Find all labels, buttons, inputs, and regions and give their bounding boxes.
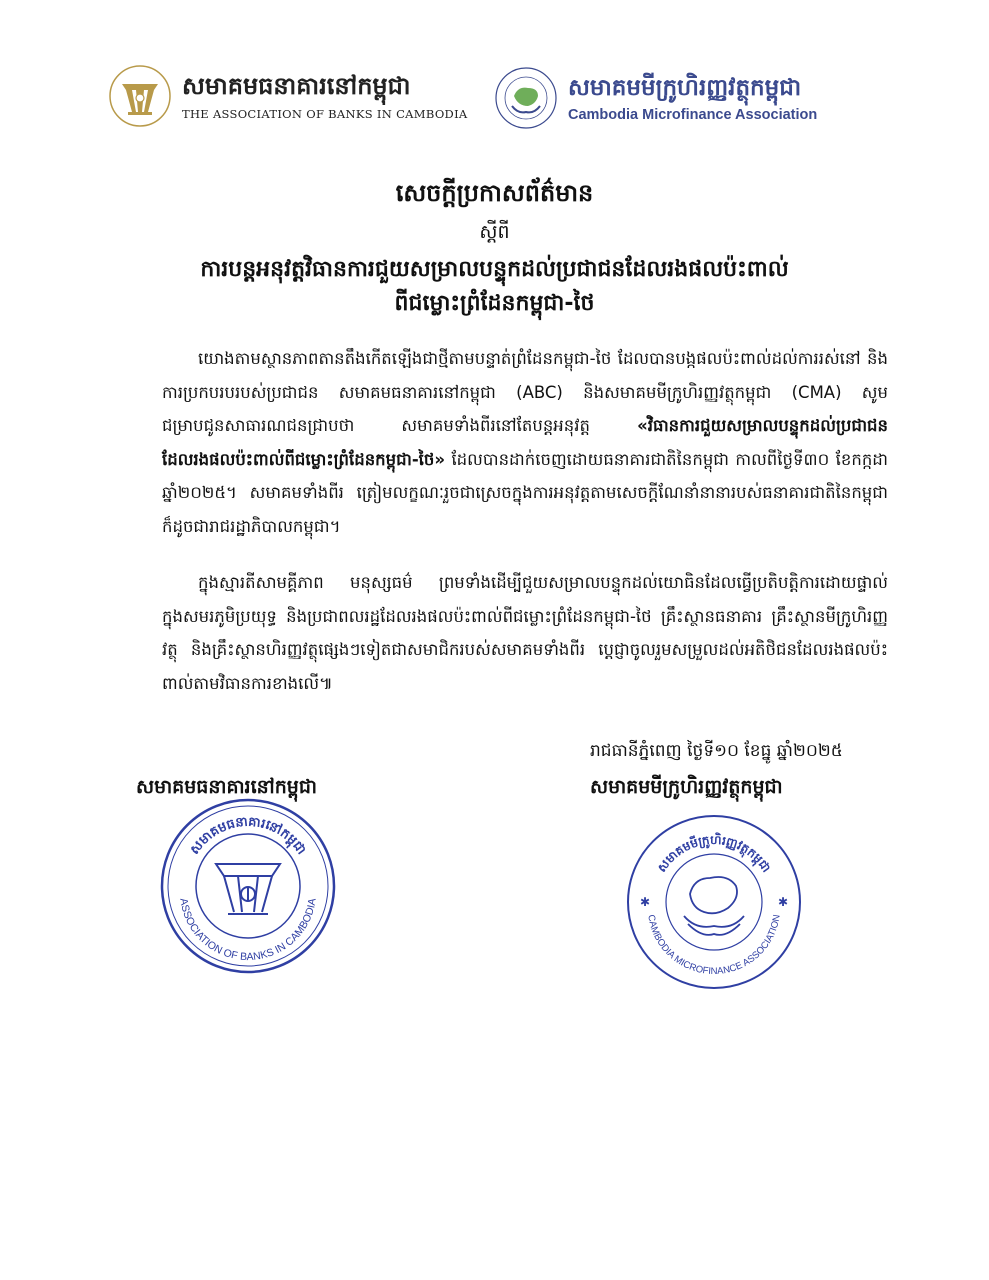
document-subtitle: ស្តីពី — [479, 221, 510, 243]
cma-seal-map-hands-icon — [684, 877, 744, 935]
cma-seal-star-left-icon: ✱ — [640, 895, 651, 909]
subject-line-2: ពីជម្លោះព្រំដែនកម្ពុជា-ថៃ — [394, 291, 595, 316]
paragraph-1-end: ដែលបានដាក់ចេញដោយធនាគារជាតិនៃកម្ពុជា កាលពីថ្ងៃទី៣០ ខែកក្កដា ឆ្នាំ២០២៥។ សមាគមទាំងពីរ ត្រៀមលក្ខណៈរួចជាស្រេចក្នុងការអនុវត្តតាមសេចក្តីណែនាំនានារបស់ធនាគារជាតិនៃកម្ពុជា ក៏ដូចជារាជរដ្ឋាភិបាលកម្ពុជា។ — [162, 449, 888, 536]
cma-seal — [624, 812, 804, 992]
cma-name-en: Cambodia Microfinance Association — [568, 107, 818, 123]
subject-line-1: ការបន្តអនុវត្តវិធានការជួយសម្រាលបន្ទុកដល់ប្រជាជនដែលរងផលប៉ះពាល់ — [200, 257, 789, 282]
signatory-cma: សមាគមមីក្រូហិរញ្ញវត្ថុកម្ពុជា — [590, 776, 783, 798]
abc-seal — [158, 796, 338, 976]
document-title: សេចក្តីប្រកាសព័ត៌មាន — [395, 179, 594, 207]
cma-emblem-icon — [494, 66, 558, 130]
cma-seal-star-right-icon: ✱ — [778, 895, 789, 909]
signatory-abc: សមាគមធនាគារនៅកម្ពុជា — [136, 776, 317, 798]
paragraph-1-emphasis: «វិធានការជួយសម្រាលបន្ទុកដល់ប្រជាជនដែលរងផលប៉ះពាល់ពីជម្លោះព្រំដែនកម្ពុជា-ថៃ» — [162, 416, 888, 469]
cma-name-kh: សមាគមមីក្រូហិរញ្ញវត្ថុកម្ពុជា — [568, 75, 802, 101]
abc-seal-text-en: ASSOCIATION OF BANKS IN CAMBODIA — [177, 897, 319, 964]
paragraph-1-start: យោងតាមស្ថានភាពតានតឹងកើតឡើងជាថ្មីតាមបន្ទាត់ព្រំដែនកម្ពុជា-ថៃ ដែលបានបង្កផលប៉ះពាល់ដល់ការរស់នៅ និងការប្រកបរបរបស់ប្រជាជន សមាគមធនាគារនៅកម្ពុជា (ABC) និងសមាគមមីក្រូហិរញ្ញវត្ថុកម្ពុជា (CMA) សូមជម្រាបជូនសាធារណជនជ្រាបថា សមាគមទាំងពីរនៅតែបន្តអនុវត្ត — [162, 349, 888, 436]
abc-emblem-icon — [108, 64, 172, 128]
date-line: រាជធានីភ្នំពេញ ថ្ងៃទី១០ ខែធ្នូ ឆ្នាំ២០២៥ — [590, 741, 843, 761]
abc-name-kh: សមាគមធនាគារនៅកម្ពុជា — [182, 72, 411, 100]
cma-logo — [494, 66, 817, 130]
paragraph-1 — [162, 342, 888, 544]
abc-seal-text-kh: សមាគមធនាគារនៅកម្ពុជា — [187, 814, 309, 858]
paragraph-2: ក្នុងស្មារតីសាមគ្គីភាព មនុស្សធម៌ ព្រមទាំងដើម្បីជួយសម្រាលបន្ទុកដល់យោធិនដែលធ្វើប្រតិបត្តិការដោយផ្ទាល់ក្នុងសមរភូមិប្រយុទ្ធ និងប្រជាពលរដ្ឋដែលរងផលប៉ះពាល់ពីជម្លោះព្រំដែនកម្ពុជា-ថៃ គ្រឹះស្ថានធនាគារ គ្រឹះស្ថានមីក្រូហិរញ្ញវត្ថុ និងគ្រឹះស្ថានហិរញ្ញវត្ថុផ្សេងៗទៀតជាសមាជិករបស់សមាគមទាំងពីរ ប្តេជ្ញាចូលរួមសម្រួលដល់អតិថិជនដែលរងផលប៉ះពាល់តាមវិធានការខាងលើ៕ — [162, 573, 888, 693]
cma-seal-text-en: CAMBODIA MICROFINANCE ASSOCIATION — [645, 913, 783, 978]
abc-name-en: THE ASSOCIATION OF BANKS IN CAMBODIA — [182, 107, 468, 121]
abc-logo — [108, 64, 468, 128]
cma-seal-text-kh: សមាគមមីក្រូហិរញ្ញវត្ថុកម្ពុជា — [654, 832, 774, 875]
abc-seal-emblem-icon — [216, 864, 280, 914]
